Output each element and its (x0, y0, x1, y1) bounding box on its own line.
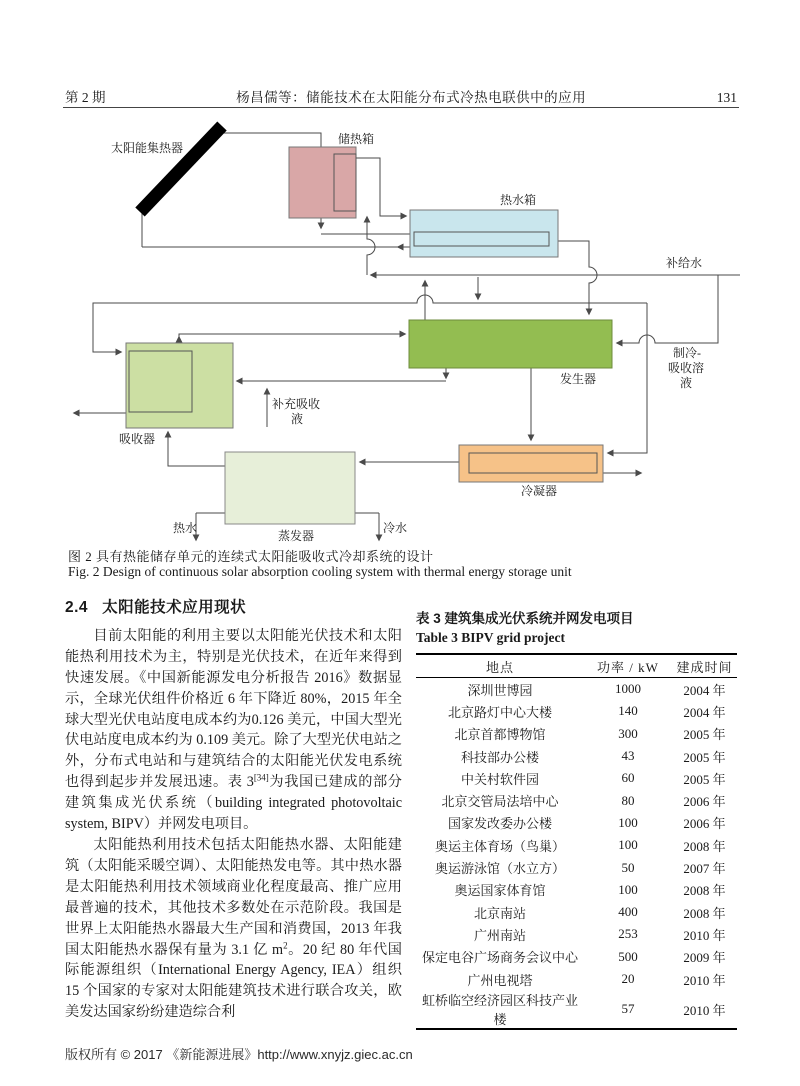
table-row: 中关村软件园 60 2005 年 (460, 770, 726, 787)
table-caption-zh: 表 3 建筑集成光伏系统并网发电项目 (416, 611, 634, 626)
table-header-power: 功率 / kW (584, 654, 672, 678)
left-column (65, 598, 402, 1023)
condenser-box (459, 445, 603, 482)
table-header-year: 建成时间 (672, 654, 737, 678)
table-row: 北京路灯中心大楼 140 2004 年 (447, 703, 726, 720)
label-storage-tank: 储热箱 (337, 132, 375, 146)
table-row: 奥运主体育场（鸟巢） 100 2008 年 (434, 837, 726, 854)
bipv-table-body (416, 678, 737, 1030)
label-condenser: 冷凝器 (520, 484, 558, 498)
table-row: 科技部办公楼 43 2005 年 (460, 748, 726, 765)
issue-label: 第 2 期 (65, 90, 106, 105)
solar-collector-shape (140, 126, 222, 212)
paragraph-1-text-b: 为我国已建成的部分建筑集成光伏系统（building integrated photovoltaic system, BIPV）并网发电项目。 (65, 774, 402, 833)
label-makeup-water: 补给水 (665, 256, 703, 270)
table-row: 广州电视塔 20 2010 年 (467, 971, 726, 988)
figure-caption-zh: 图 2 具有热能储存单元的连续式太阳能吸收式冷却系统的设计 (68, 549, 434, 564)
label-hot-water: 热水 (172, 521, 198, 535)
label-hot-water-tank: 热水箱 (499, 193, 537, 207)
label-refrigerant-absorbent-line2: 吸收溶 (667, 361, 705, 375)
table-row: 奥运游泳馆（水立方） 50 2007 年 (434, 859, 726, 877)
evaporator-box (225, 452, 355, 524)
flow-lines (74, 133, 740, 540)
paragraph-2-text-b: 。20 纪 80 年代国际能源组织（International Energy Agency, IEA）组织 15 个国家的专家对太阳能建筑技术进行联合攻关，欧美发达国家纷纷建造综合利 (65, 941, 402, 1021)
table-row: 深圳世博园 1000 2004 年 (467, 681, 726, 698)
table-row: 奥运国家体育馆 100 2008 年 (454, 881, 726, 899)
label-generator: 发生器 (559, 372, 597, 386)
generator-box (409, 320, 612, 368)
hot-water-tank-box (410, 210, 558, 257)
label-refrigerant-absorbent-line3: 液 (679, 376, 693, 390)
page-header (65, 86, 737, 106)
absorber-box (126, 343, 233, 428)
page-footer: 版权所有 © 2017 《新能源进展》http://www.xnyjz.giec.ac.cn (65, 1047, 413, 1062)
citation-ref-34: [34] (253, 772, 269, 783)
squared-superscript: 2 (283, 939, 288, 950)
table-row: 国家发改委办公楼 100 2006 年 (447, 814, 726, 832)
header-rule (63, 107, 739, 108)
table-row: 虹桥临空经济园区科技产业楼 57 2010 年 (421, 993, 726, 1028)
section-number: 2.4 (65, 599, 89, 616)
table-row: 北京南站 400 2008 年 (473, 904, 726, 921)
label-solar-collector: 太阳能集热器 (110, 141, 184, 155)
table-row: 北京首都博物馆 300 2005 年 (454, 725, 726, 743)
paragraph-2-text-a: 太阳能热利用技术包括太阳能热水器、太阳能建筑（太阳能采暖空调）、太阳能热发电等。其中热水器是太阳能热利用技术领域商业化程度最高、推广应用最普遍的技术，其他技术多数处在示范阶段。我国是世界上太阳能热水器最大生产国和消费国，2013 年我国太阳能热水器保有量为 3.1 亿 m (65, 836, 402, 958)
storage-tank-box (289, 147, 356, 218)
label-supplement-absorbent-line2: 液 (290, 412, 304, 426)
bipv-table (416, 653, 737, 1030)
table-row: 保定电谷广场商务会议中心 500 2009 年 (421, 948, 726, 966)
section-heading (65, 598, 402, 619)
table-row: 北京交管局法培中心 80 2006 年 (441, 792, 726, 810)
label-refrigerant-absorbent-line1: 制冷- (673, 346, 701, 360)
figure-caption-en: Fig. 2 Design of continuous solar absorption cooling system with thermal energy storage unit (68, 564, 572, 579)
table-header-location: 地点 (416, 654, 584, 678)
paragraph-1-text-a: 目前太阳能的利用主要以太阳能光伏技术和太阳能热利用技术为主，特别是光伏技术，在近年来得到快速发展。《中国新能源发电分析报告 2016》数据显示，全球光伏组件价格近 6 年下降近 80%，2015 年全球大型光伏电站度电成本约为0.126 美元，中国大型光伏电站度电成本约为 0.109 美元。除了大型光伏电站之外，分布式电站和与建筑结合的太阳能光伏发电系统也得到起步并发展迅速。表 3 (65, 627, 402, 791)
body-paragraph-1 (65, 626, 402, 835)
table-caption-en: Table 3 BIPV grid project (416, 630, 566, 645)
section-title: 太阳能技术应用现状 (102, 599, 247, 616)
label-evaporator: 蒸发器 (277, 529, 315, 543)
page-number: 131 (716, 90, 737, 105)
label-absorber: 吸收器 (118, 432, 156, 446)
right-column (416, 607, 737, 1030)
running-title: 杨昌儒等：储能技术在太阳能分布式冷热电联供中的应用 (236, 90, 587, 105)
table-row: 广州南站 253 2010 年 (473, 926, 726, 943)
label-supplement-absorbent-line1: 补充吸收 (271, 397, 321, 411)
figure-2-diagram (60, 115, 740, 545)
label-cold-water: 冷水 (382, 521, 408, 535)
table-header-row (416, 654, 737, 678)
body-paragraph-2 (65, 835, 402, 1023)
